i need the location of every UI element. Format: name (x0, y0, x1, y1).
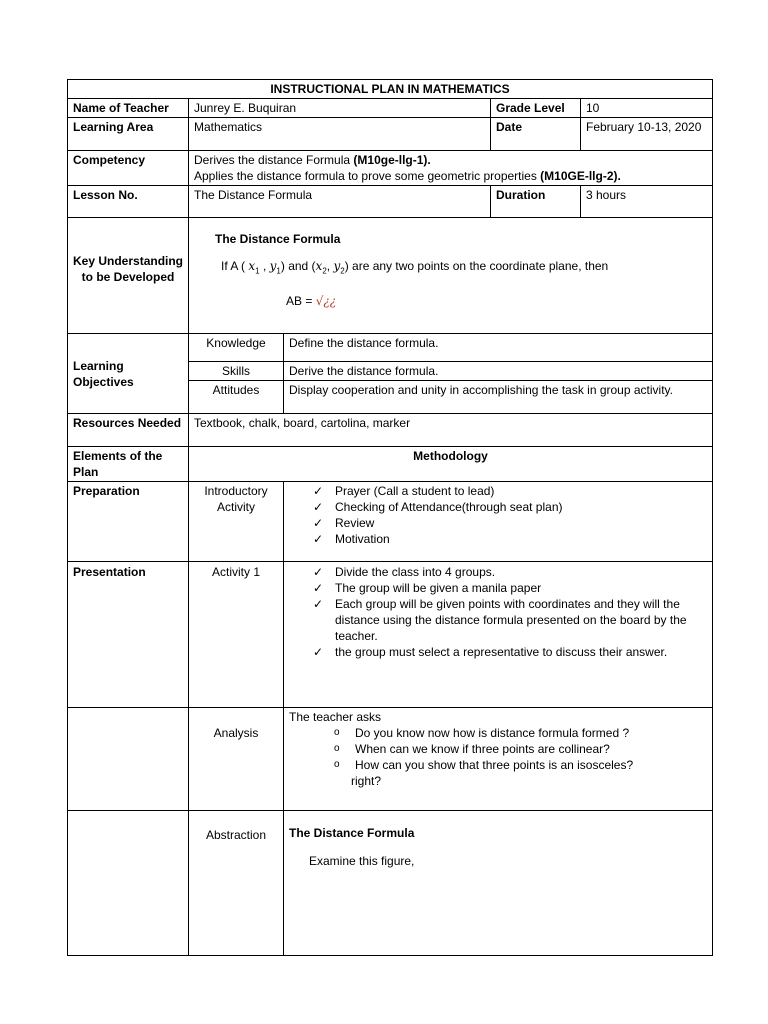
list-item-text: When can we know if three points are collinear? (355, 742, 610, 756)
comma-1: , (262, 259, 267, 273)
area-value: Mathematics (189, 118, 491, 151)
objective-text-knowledge: Define the distance formula. (284, 334, 713, 362)
list-item (313, 644, 707, 660)
key-understanding-label: Key Understanding to be Developed (68, 218, 189, 334)
competency-2-text: Applies the distance formula to prove some geometric properties (194, 169, 541, 183)
list-item-text: the group must select a representative to discuss their answer. (335, 645, 668, 659)
list-item (331, 725, 707, 741)
grade-value: 10 (581, 99, 713, 118)
abstraction-activity: Abstraction (189, 811, 284, 956)
x2-sub: 2 (322, 266, 327, 276)
date-value: February 10-13, 2020 (581, 118, 713, 151)
date-label: Date (491, 118, 581, 151)
competency-1-code: (M10ge-llg-1). (353, 153, 431, 167)
preparation-activity: Introductory Activity (189, 482, 284, 562)
teacher-label: Name of Teacher (68, 99, 189, 118)
competency-1 (194, 152, 707, 168)
lesson-label: Lesson No. (68, 186, 189, 218)
circle-bullet-icon: o (334, 743, 340, 754)
duration-label: Duration (491, 186, 581, 218)
methodology-header: Methodology (189, 447, 713, 482)
list-item-text: How can you show that three points is an isosceles? (355, 758, 634, 772)
list-item-text: Do you know now how is distance formula formed ? (355, 726, 630, 740)
area-label: Learning Area (68, 118, 189, 151)
list-item (313, 564, 707, 580)
instructional-plan-table (67, 79, 713, 956)
competency-label: Competency (68, 151, 189, 186)
check-icon: ✓ (313, 516, 324, 530)
x1-sub: 1 (255, 266, 260, 276)
grade-label: Grade Level (491, 99, 581, 118)
list-item (313, 531, 707, 547)
check-icon: ✓ (313, 565, 324, 579)
preparation-items (284, 482, 713, 562)
check-icon: ✓ (313, 645, 324, 659)
list-item (313, 580, 707, 596)
list-item (313, 499, 707, 515)
objectives-label: Learning Objectives (68, 334, 189, 414)
y1-var: y (269, 259, 277, 273)
y2-sub: 2 (340, 266, 345, 276)
abstraction-heading: The Distance Formula (289, 826, 415, 840)
key-understanding-content (189, 218, 713, 334)
ab-label: AB = (286, 294, 313, 309)
analysis-trailing: right? (351, 774, 382, 788)
key-and: ) and ( (280, 259, 316, 273)
abstraction-element-empty (68, 811, 189, 956)
formula-radical: √¿¿ (315, 294, 337, 309)
lesson-value: The Distance Formula (189, 186, 491, 218)
objective-text-skills: Derive the distance formula. (284, 362, 713, 381)
list-item-text: Prayer (Call a student to lead) (335, 484, 495, 498)
abstraction-text: Examine this figure, (309, 854, 415, 868)
objective-domain-skills: Skills (189, 362, 284, 381)
check-icon: ✓ (313, 532, 324, 546)
check-icon: ✓ (313, 597, 324, 611)
circle-bullet-icon: o (334, 727, 340, 738)
objective-domain-knowledge: Knowledge (189, 334, 284, 362)
presentation-label: Presentation (68, 562, 189, 708)
objective-domain-attitudes: Attitudes (189, 381, 284, 414)
competency-2 (194, 168, 707, 184)
list-item-text: Each group will be given points with coordinates and they will the distance using the distance formula presented on the board by the teacher. (335, 597, 687, 643)
resources-value: Textbook, chalk, board, cartolina, marker (189, 414, 713, 447)
objective-text-attitudes: Display cooperation and unity in accomplishing the task in group activity. (284, 381, 713, 414)
plan-title: INSTRUCTIONAL PLAN IN MATHEMATICS (68, 80, 713, 99)
list-item-text: Checking of Attendance(through seat plan) (335, 500, 563, 514)
list-item (313, 515, 707, 531)
analysis-intro: The teacher asks (289, 710, 382, 724)
list-item (331, 757, 707, 773)
comma-2: , (326, 259, 331, 273)
teacher-value: Junrey E. Buquiran (189, 99, 491, 118)
duration-value: 3 hours (581, 186, 713, 218)
check-icon: ✓ (313, 581, 324, 595)
list-item-text: Motivation (335, 532, 390, 546)
check-icon: ✓ (313, 500, 324, 514)
circle-bullet-icon: o (334, 759, 340, 770)
competency-1-text: Derives the distance Formula (194, 153, 354, 167)
check-icon: ✓ (313, 484, 324, 498)
x2-var: x (315, 259, 323, 273)
analysis-content (284, 708, 713, 811)
elements-label: Elements of the Plan (68, 447, 189, 482)
competency-value (189, 151, 713, 186)
key-statement (221, 258, 707, 279)
presentation-activity: Activity 1 (189, 562, 284, 708)
competency-2-code: (M10GE-llg-2). (540, 169, 621, 183)
list-item (331, 741, 707, 757)
y2-var: y (333, 259, 341, 273)
x1-var: x (248, 259, 256, 273)
key-rest: ) are any two points on the coordinate plane, then (344, 259, 609, 273)
distance-formula (286, 293, 707, 309)
list-item-text: The group will be given a manila paper (335, 581, 542, 595)
y1-sub: 1 (276, 266, 281, 276)
list-item-text: Divide the class into 4 groups. (335, 565, 496, 579)
presentation-items (284, 562, 713, 708)
abstraction-content (284, 811, 713, 956)
resources-label: Resources Needed (68, 414, 189, 447)
list-item (313, 483, 707, 499)
preparation-label: Preparation (68, 482, 189, 562)
key-if-a: If A ( (221, 259, 246, 273)
analysis-activity: Analysis (189, 708, 284, 811)
list-item (313, 596, 707, 644)
list-item-text: Review (335, 516, 375, 530)
key-heading: The Distance Formula (215, 232, 341, 246)
analysis-element-empty (68, 708, 189, 811)
